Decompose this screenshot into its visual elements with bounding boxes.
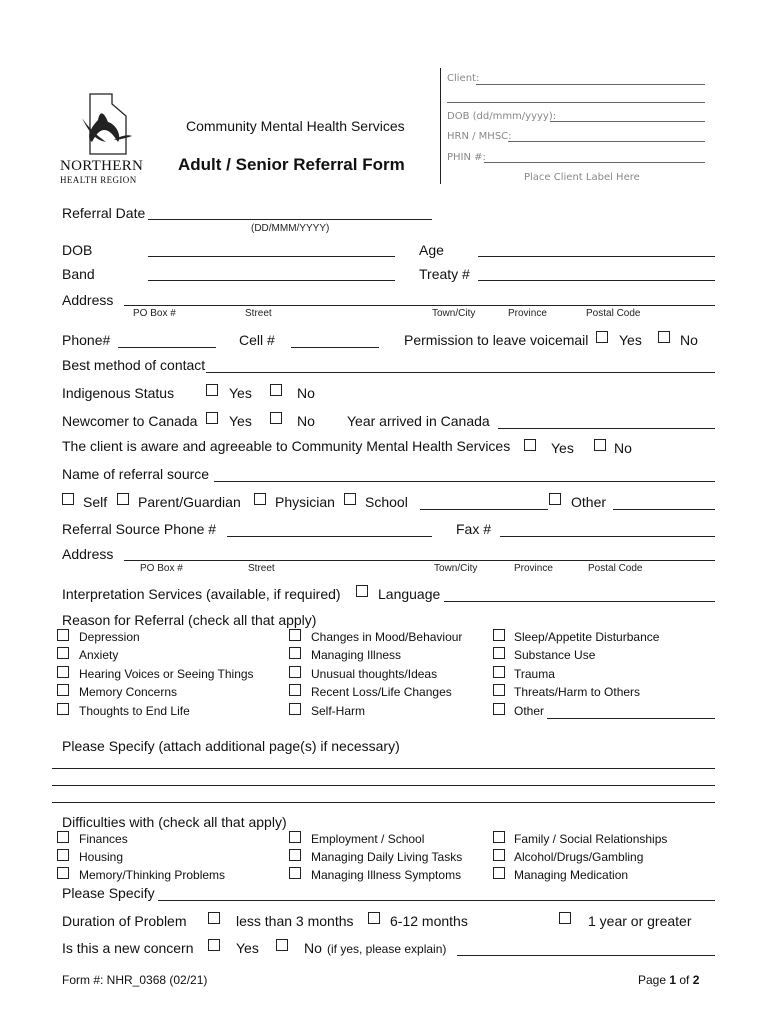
treaty-label: Treaty # [419,266,470,282]
newcomer-label: Newcomer to Canada [62,413,198,429]
reason-unusual-label: Unusual thoughts/Ideas [311,667,438,681]
reason-selfharm-label: Self-Harm [311,704,366,718]
duration-1yr-checkbox[interactable] [559,912,571,924]
page-number: 1 [669,973,677,987]
referral-date-field[interactable] [148,219,432,220]
difficulty-medication-checkbox[interactable] [493,867,505,879]
reason-heading: Reason for Referral (check all that apply) [62,612,317,628]
new-concern-yes-label: Yes [236,940,259,956]
difficulty-housing-label: Housing [79,850,124,864]
client-label: Client: [447,73,480,84]
client-line[interactable] [476,84,705,85]
new-concern-yes-checkbox[interactable] [208,939,220,951]
page-indicator [638,973,699,987]
hrn-line[interactable] [508,141,705,142]
treaty-field[interactable] [478,280,715,281]
address-town-caption: Town/City [432,308,476,319]
fax-field[interactable] [500,536,715,537]
new-concern-no-checkbox[interactable] [276,939,288,951]
indigenous-no-checkbox[interactable] [270,384,282,396]
fax-label: Fax # [456,521,492,537]
address2-province-caption: Province [514,563,553,574]
address2-field[interactable] [124,560,715,561]
reason-trauma-label: Trauma [514,667,555,681]
source-parent-checkbox[interactable] [117,493,129,505]
source-school-checkbox[interactable] [344,493,356,505]
duration-6-12-label: 6-12 months [390,913,468,929]
address2-town-caption: Town/City [434,563,478,574]
logo [60,90,150,185]
client-line-2[interactable] [447,102,705,103]
form-title: Adult / Senior Referral Form [178,155,405,174]
difficulty-symptoms-checkbox[interactable] [289,867,301,879]
address-province-caption: Province [508,308,547,319]
reason-loss-checkbox[interactable] [289,684,301,696]
reason-thoughts-label: Thoughts to End Life [79,704,190,718]
voicemail-no-label: No [680,332,698,348]
difficulty-finances-label: Finances [79,832,128,846]
phin-line[interactable] [484,162,705,163]
dob-line-small[interactable] [550,121,705,122]
difficulty-alcohol-label: Alcohol/Drugs/Gambling [514,850,644,864]
specify-line-3[interactable] [52,802,715,803]
dob-label-small: DOB (dd/mmm/yyyy): [447,111,557,122]
reason-loss-label: Recent Loss/Life Changes [311,685,452,699]
reason-sleep-label: Sleep/Appetite Disturbance [514,630,660,644]
source-school-field[interactable] [420,509,548,510]
reason-substance-label: Substance Use [514,648,596,662]
reason-illness-label: Managing Illness [311,648,402,662]
difficulty-daily-checkbox[interactable] [289,849,301,861]
referral-date-hint: (DD/MMM/YYYY) [251,223,330,234]
reason-illness-checkbox[interactable] [289,647,301,659]
address2-postal-caption: Postal Code [588,563,643,574]
year-arrived-field[interactable] [498,428,715,429]
aware-no-checkbox[interactable] [594,439,606,451]
difficulty-housing-checkbox[interactable] [57,849,69,861]
duration-lt3-checkbox[interactable] [208,912,220,924]
address2-street-caption: Street [248,563,275,574]
new-concern-explain-field[interactable] [457,955,715,956]
manitoba-map-icon [60,90,150,160]
indigenous-no-label: No [297,385,315,401]
band-field[interactable] [148,280,395,281]
voicemail-label: Permission to leave voicemail [404,332,589,348]
difficulty-employment-checkbox[interactable] [289,831,301,843]
reason-hearing-checkbox[interactable] [57,666,69,678]
aware-label: The client is aware and agreeable to Community Mental Health Services [62,438,511,454]
source-physician-label: Physician [275,494,335,510]
specify-line-2[interactable] [52,785,715,786]
address-po-caption: PO Box # [133,308,176,319]
reason-thoughts-checkbox[interactable] [57,703,69,715]
reason-memory-checkbox[interactable] [57,684,69,696]
indigenous-yes-checkbox[interactable] [206,384,218,396]
duration-lt3-label: less than 3 months [236,913,354,929]
ref-phone-field[interactable] [227,536,432,537]
difficulty-memory-label: Memory/Thinking Problems [79,868,226,882]
form-number: Form #: NHR_0368 (02/21) [62,973,208,987]
reason-memory-label: Memory Concerns [79,685,178,699]
reason-other-checkbox[interactable] [493,703,505,715]
indigenous-yes-label: Yes [229,385,252,401]
referral-date-label: Referral Date [62,205,146,221]
cell-field[interactable] [291,347,379,348]
aware-yes-label: Yes [551,440,574,456]
label-box-divider [440,68,441,184]
difficulty-daily-label: Managing Daily Living Tasks [311,850,463,864]
band-label: Band [62,266,95,282]
difficulty-employment-label: Employment / School [311,832,425,846]
reason-anxiety-checkbox[interactable] [57,647,69,659]
reason-substance-checkbox[interactable] [493,647,505,659]
voicemail-yes-checkbox[interactable] [596,331,608,343]
source-other-field[interactable] [613,509,715,510]
reason-other-label: Other [514,704,545,718]
ref-phone-label: Referral Source Phone # [62,521,217,537]
source-parent-label: Parent/Guardian [138,494,241,510]
duration-6-12-checkbox[interactable] [368,912,380,924]
reason-depression-label: Depression [79,630,140,644]
reason-unusual-checkbox[interactable] [289,666,301,678]
reason-trauma-checkbox[interactable] [493,666,505,678]
reason-threats-label: Threats/Harm to Others [514,685,641,699]
year-arrived-label: Year arrived in Canada [347,413,490,429]
cell-label: Cell # [239,332,275,348]
voicemail-yes-label: Yes [619,332,642,348]
aware-no-label: No [614,440,632,456]
age-label: Age [419,242,444,258]
difficulty-medication-label: Managing Medication [514,868,629,882]
reason-mood-label: Changes in Mood/Behaviour [311,630,463,644]
difficulty-family-checkbox[interactable] [493,831,505,843]
newcomer-yes-checkbox[interactable] [206,412,218,424]
reason-sleep-checkbox[interactable] [493,629,505,641]
source-other-label: Other [571,494,607,510]
phin-label: PHIN #: [447,152,486,163]
reason-selfharm-checkbox[interactable] [289,703,301,715]
dob-field[interactable] [148,256,395,257]
please-specify-label: Please Specify [62,885,155,901]
newcomer-no-checkbox[interactable] [270,412,282,424]
phone-field[interactable] [118,347,216,348]
duration-1yr-label: 1 year or greater [588,913,692,929]
specify-attach-label: Please Specify (attach additional page(s) if necessary) [62,738,400,754]
phone-label: Phone# [62,332,111,348]
place-label-text: Place Client Label Here [524,172,640,183]
voicemail-no-checkbox[interactable] [658,331,670,343]
indigenous-label: Indigenous Status [62,385,175,401]
page-total: 2 [692,973,700,987]
new-concern-no-label: No [304,940,322,956]
address2-po-caption: PO Box # [140,563,183,574]
language-field[interactable] [444,601,715,602]
difficulty-symptoms-label: Managing Illness Symptoms [311,868,462,882]
reason-depression-checkbox[interactable] [57,629,69,641]
logo-name: NORTHERN [60,158,144,174]
service-name: Community Mental Health Services [186,118,405,134]
difficulty-finances-checkbox[interactable] [57,831,69,843]
language-checkbox[interactable] [356,585,368,597]
reason-threats-checkbox[interactable] [493,684,505,696]
source-other-checkbox[interactable] [549,493,561,505]
difficulty-alcohol-checkbox[interactable] [493,849,505,861]
source-physician-checkbox[interactable] [254,493,266,505]
address-label: Address [62,292,114,308]
difficulty-memory-checkbox[interactable] [57,867,69,879]
reason-other-field[interactable] [547,718,715,719]
logo-sub: HEALTH REGION [60,175,137,185]
address-field[interactable] [124,305,715,306]
best-contact-field[interactable] [206,372,715,373]
aware-yes-checkbox[interactable] [524,439,536,451]
source-self-checkbox[interactable] [62,493,74,505]
reason-mood-checkbox[interactable] [289,629,301,641]
reason-anxiety-label: Anxiety [79,648,119,662]
new-concern-label: Is this a new concern [62,940,194,956]
referral-source-field[interactable] [214,481,715,482]
source-school-label: School [365,494,408,510]
page-prefix: Page [638,973,670,987]
duration-label: Duration of Problem [62,913,187,929]
newcomer-no-label: No [297,413,315,429]
address2-label: Address [62,546,114,562]
referral-source-label: Name of referral source [62,466,210,482]
address-street-caption: Street [245,308,272,319]
reason-hearing-label: Hearing Voices or Seeing Things [79,667,254,681]
hrn-label: HRN / MHSC: [447,131,512,142]
please-specify-field[interactable] [158,900,715,901]
address-postal-caption: Postal Code [586,308,641,319]
best-contact-label: Best method of contact [62,357,206,373]
difficulties-heading: Difficulties with (check all that apply) [62,814,287,830]
language-label: Language [378,586,441,602]
specify-line-1[interactable] [52,768,715,769]
new-concern-explain-note: (if yes, please explain) [327,942,447,956]
difficulty-family-label: Family / Social Relationships [514,832,668,846]
newcomer-yes-label: Yes [229,413,252,429]
source-self-label: Self [83,494,108,510]
interpretation-label: Interpretation Services (available, if required) [62,586,341,602]
page-of: of [676,973,693,987]
age-field[interactable] [478,256,715,257]
dob-label: DOB [62,242,93,258]
